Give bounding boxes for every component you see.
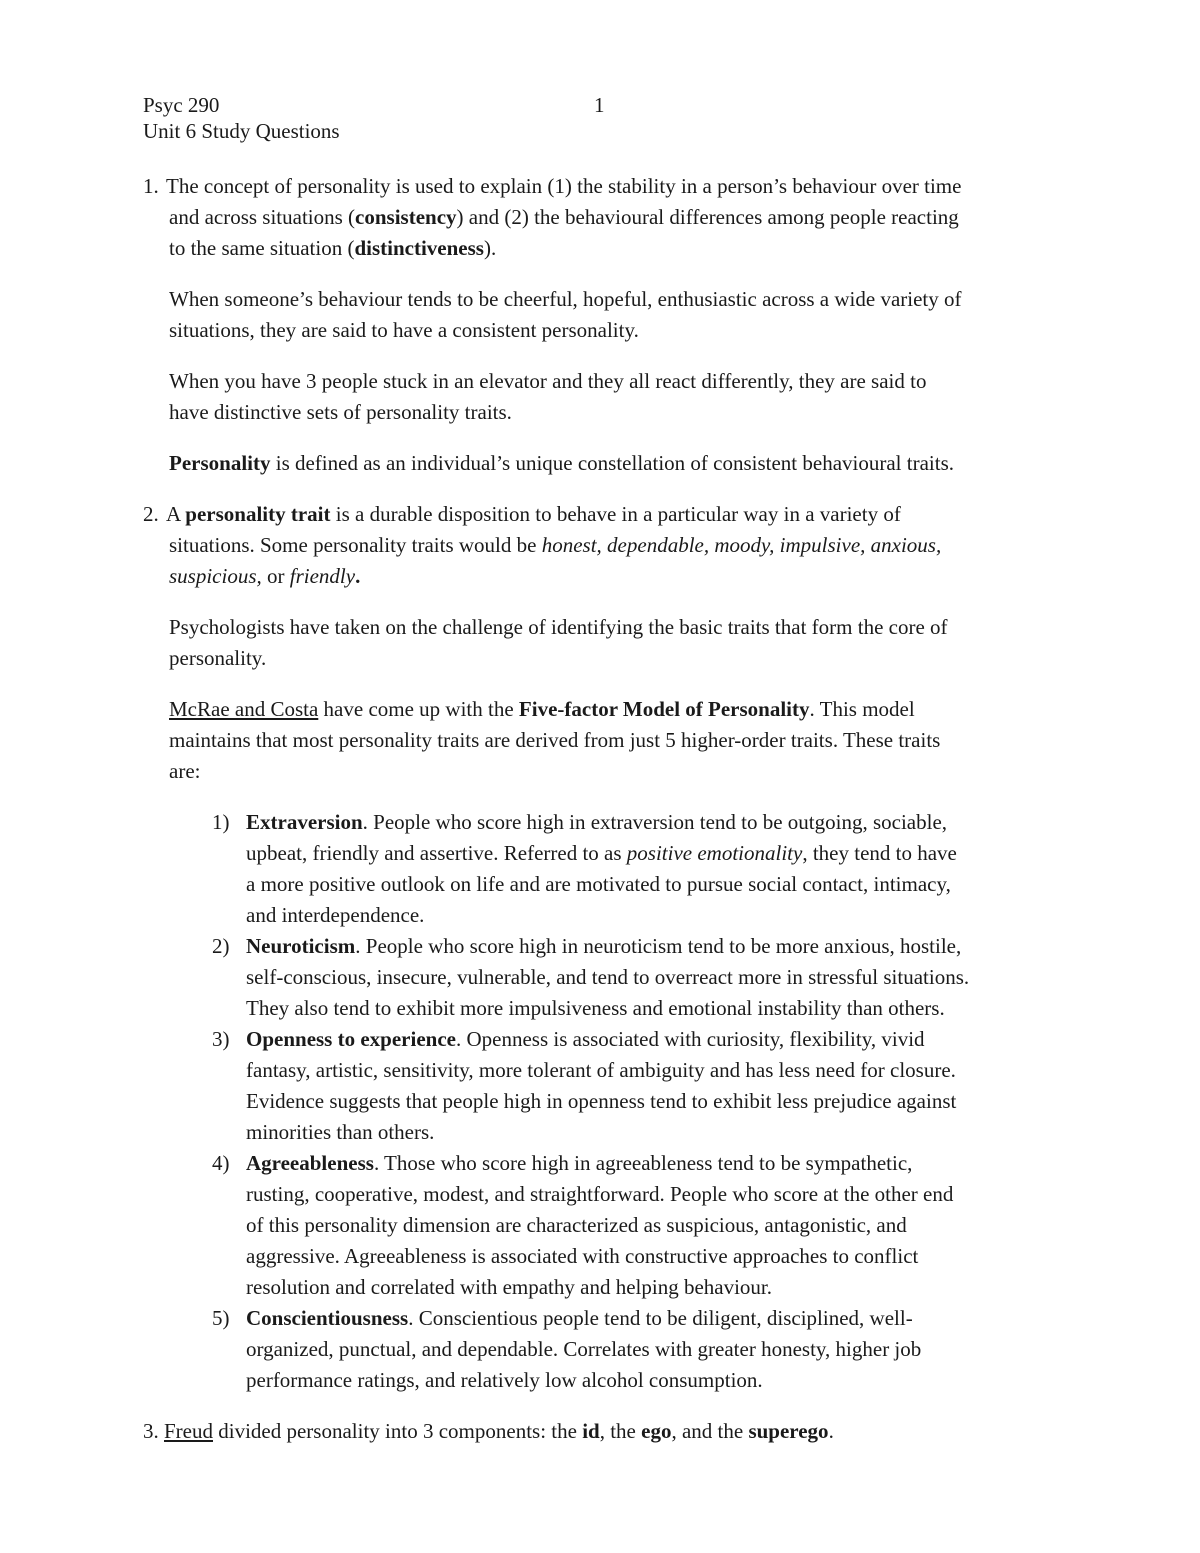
trait-1-line3: a more positive outlook on life and are motivated to pursue social contact, intimacy, <box>246 872 951 896</box>
term-personality: Personality <box>169 451 271 475</box>
trait-4-number: 4) <box>212 1151 230 1175</box>
q2-p1-line2: situations. Some personality traits would be honest, dependable, moody, impulsive, anxious, <box>169 533 942 557</box>
document-title: Unit 6 Study Questions <box>143 119 340 143</box>
term-five-factor-model: Five-factor Model of Personality <box>518 697 810 721</box>
q3-number: 3. <box>143 1419 159 1443</box>
trait-3-line1: Openness to experience. Openness is associated with curiosity, flexibility, vivid <box>246 1027 925 1051</box>
term-personality-trait: personality trait <box>185 502 331 526</box>
q2-p2-line2: personality. <box>169 646 267 670</box>
q1-p2-line2: situations, they are said to have a consistent personality. <box>169 318 639 342</box>
trait-4-line3: of this personality dimension are characterized as suspicious, antagonistic, and <box>246 1213 907 1237</box>
q1-p1-line2: and across situations (consistency) and (2) the behavioural differences among people reacting <box>169 205 959 229</box>
trait-3-name: Openness to experience <box>246 1027 456 1051</box>
trait-5-name: Conscientiousness <box>246 1306 409 1330</box>
trait-5-line2: organized, punctual, and dependable. Correlates with greater honesty, higher job <box>246 1337 922 1361</box>
term-consistency: consistency <box>355 205 457 229</box>
trait-5-line3: performance ratings, and relatively low alcohol consumption. <box>246 1368 763 1392</box>
q2-p2-line1: Psychologists have taken on the challenge of identifying the basic traits that form the core of <box>169 615 948 639</box>
course-code: Psyc 290 <box>143 93 220 117</box>
trait-1-number: 1) <box>212 810 230 834</box>
author-freud: Freud <box>164 1419 213 1443</box>
trait-4-line5: resolution and correlated with empathy and helping behaviour. <box>246 1275 773 1299</box>
q2-p3-line2: maintains that most personality traits are derived from just 5 higher-order traits. These traits <box>169 728 941 752</box>
trait-3-line4: minorities than others. <box>246 1120 435 1144</box>
trait-4-line2: rusting, cooperative, modest, and straightforward. People who score at the other end <box>246 1182 954 1206</box>
trait-4-line1: Agreeableness. Those who score high in agreeableness tend to be sympathetic, <box>246 1151 913 1175</box>
trait-2-line3: They also tend to exhibit more impulsiveness and emotional instability than others. <box>246 996 945 1020</box>
q2-number: 2. <box>143 502 159 526</box>
term-superego: superego <box>748 1419 829 1443</box>
trait-4-line4: aggressive. Agreeableness is associated with constructive approaches to conflict <box>246 1244 919 1268</box>
trait-2-name: Neuroticism <box>246 934 356 958</box>
q1-p1-line3: to the same situation (distinctiveness). <box>169 236 497 260</box>
trait-3-line2: fantasy, artistic, sensitivity, more tolerant of ambiguity and has less need for closure. <box>246 1058 956 1082</box>
q1-p1-line1: The concept of personality is used to explain (1) the stability in a person’s behaviour over time <box>166 174 962 198</box>
page-number: 1 <box>594 93 605 117</box>
q3-line1: Freud divided personality into 3 components: the id, the ego, and the superego. <box>164 1419 834 1443</box>
q2-p3-line1: McRae and Costa have come up with the Five-factor Model of Personality. This model <box>169 697 915 721</box>
trait-1-name: Extraversion <box>246 810 363 834</box>
trait-5-line1: Conscientiousness. Conscientious people tend to be diligent, disciplined, well- <box>246 1306 913 1330</box>
trait-3-line3: Evidence suggests that people high in openness tend to exhibit less prejudice against <box>246 1089 957 1113</box>
q2-p1-line3: suspicious, or friendly. <box>169 564 361 588</box>
term-id: id <box>582 1419 600 1443</box>
trait-3-number: 3) <box>212 1027 230 1051</box>
trait-1-line2: upbeat, friendly and assertive. Referred to as positive emotionality, they tend to have <box>246 841 957 865</box>
trait-5-number: 5) <box>212 1306 230 1330</box>
q1-number: 1. <box>143 174 159 198</box>
q2-p3-line3: are: <box>169 759 201 783</box>
term-distinctiveness: distinctiveness <box>354 236 484 260</box>
q1-p4-line1: Personality is defined as an individual’s unique constellation of consistent behavioural traits. <box>169 451 954 475</box>
q1-p3-line2: have distinctive sets of personality traits. <box>169 400 512 424</box>
q1-p2-line1: When someone’s behaviour tends to be cheerful, hopeful, enthusiastic across a wide variety of <box>169 287 962 311</box>
trait-1-line1: Extraversion. People who score high in extraversion tend to be outgoing, sociable, <box>246 810 948 834</box>
trait-4-name: Agreeableness <box>246 1151 374 1175</box>
trait-2-line2: self-conscious, insecure, vulnerable, and tend to overreact more in stressful situations. <box>246 965 970 989</box>
q2-p1-line1: A personality trait is a durable disposition to behave in a particular way in a variety of <box>166 502 901 526</box>
term-ego: ego <box>641 1419 672 1443</box>
trait-2-number: 2) <box>212 934 230 958</box>
authors-mcrae-costa: McRae and Costa <box>169 697 319 721</box>
trait-2-line1: Neuroticism. People who score high in neuroticism tend to be more anxious, hostile, <box>246 934 962 958</box>
trait-1-line4: and interdependence. <box>246 903 425 927</box>
q1-p3-line1: When you have 3 people stuck in an elevator and they all react differently, they are said to <box>169 369 927 393</box>
